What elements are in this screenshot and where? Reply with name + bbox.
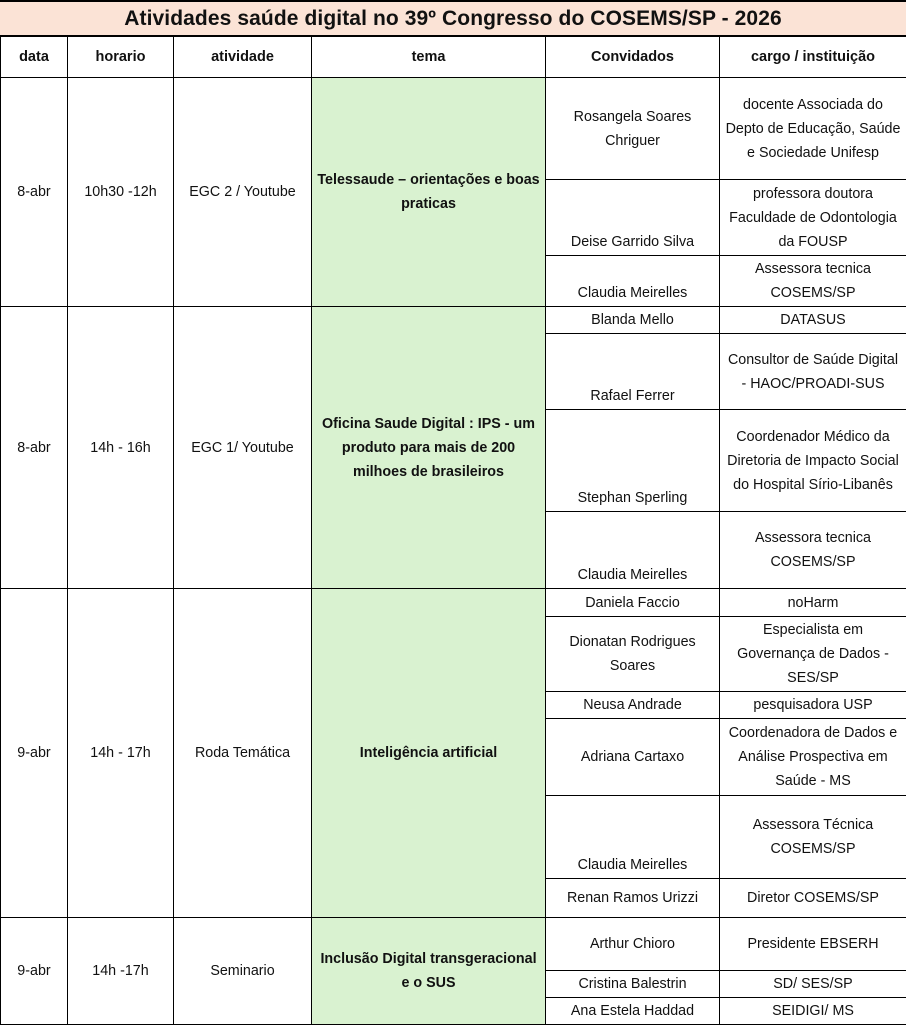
header-convidados: Convidados [546,37,720,78]
guest-name: Renan Ramos Urizzi [546,879,720,918]
guest-name: Deise Garrido Silva [546,180,720,256]
session-theme: Oficina Saude Digital : IPS - um produto para mais de 200 milhoes de brasileiros [312,307,546,589]
guest-role: Assessora tecnica COSEMS/SP [720,256,906,307]
guest-role: Coordenador Médico da Diretoria de Impacto Social do Hospital Sírio-Libanês [720,410,906,512]
guest-name: Adriana Cartaxo [546,719,720,796]
session-activity: EGC 2 / Youtube [174,78,312,307]
guest-role: Coordenadora de Dados e Análise Prospectiva em Saúde - MS [720,719,906,796]
guest-name: Ana Estela Haddad [546,998,720,1025]
guest-role: professora doutora Faculdade de Odontologia da FOUSP [720,180,906,256]
session-time: 14h - 17h [68,589,174,918]
guest-role: Assessora tecnica COSEMS/SP [720,512,906,589]
document-title: Atividades saúde digital no 39º Congresso do COSEMS/SP - 2026 [0,0,906,37]
guest-role: Assessora Técnica COSEMS/SP [720,796,906,879]
session-date: 8-abr [1,307,68,589]
session-time: 14h - 16h [68,307,174,589]
guest-name: Stephan Sperling [546,410,720,512]
guest-name: Daniela Faccio [546,589,720,617]
table-row [1,589,906,617]
guest-name: Rosangela Soares Chriguer [546,78,720,180]
session-theme: Telessaude – orientações e boas praticas [312,78,546,307]
guest-role: Consultor de Saúde Digital - HAOC/PROADI-SUS [720,334,906,410]
guest-role: SEIDIGI/ MS [720,998,906,1025]
session-time: 14h -17h [68,918,174,1025]
session-date: 9-abr [1,918,68,1025]
session-activity: Seminario [174,918,312,1025]
guest-role: pesquisadora USP [720,692,906,719]
guest-role: noHarm [720,589,906,617]
guest-name: Claudia Meirelles [546,512,720,589]
guest-role: Presidente EBSERH [720,918,906,971]
schedule-table [0,36,906,1025]
header-row [1,37,906,78]
table-row [1,307,906,334]
session-theme: Inteligência artificial [312,589,546,918]
table-row [1,918,906,971]
guest-role: SD/ SES/SP [720,971,906,998]
session-activity: Roda Temática [174,589,312,918]
guest-name: Neusa Andrade [546,692,720,719]
guest-name: Rafael Ferrer [546,334,720,410]
header-data: data [1,37,68,78]
guest-name: Claudia Meirelles [546,796,720,879]
guest-role: Especialista em Governança de Dados - SES/SP [720,617,906,692]
session-date: 8-abr [1,78,68,307]
guest-name: Blanda Mello [546,307,720,334]
guest-role: Diretor COSEMS/SP [720,879,906,918]
session-date: 9-abr [1,589,68,918]
header-atividade: atividade [174,37,312,78]
header-horario: horario [68,37,174,78]
guest-role: docente Associada do Depto de Educação, Saúde e Sociedade Unifesp [720,78,906,180]
guest-name: Arthur Chioro [546,918,720,971]
header-tema: tema [312,37,546,78]
header-cargo: cargo / instituição [720,37,906,78]
table-row [1,78,906,180]
session-time: 10h30 -12h [68,78,174,307]
session-theme: Inclusão Digital transgeracional e o SUS [312,918,546,1025]
session-activity: EGC 1/ Youtube [174,307,312,589]
guest-name: Cristina Balestrin [546,971,720,998]
guest-role: DATASUS [720,307,906,334]
guest-name: Claudia Meirelles [546,256,720,307]
guest-name: Dionatan Rodrigues Soares [546,617,720,692]
